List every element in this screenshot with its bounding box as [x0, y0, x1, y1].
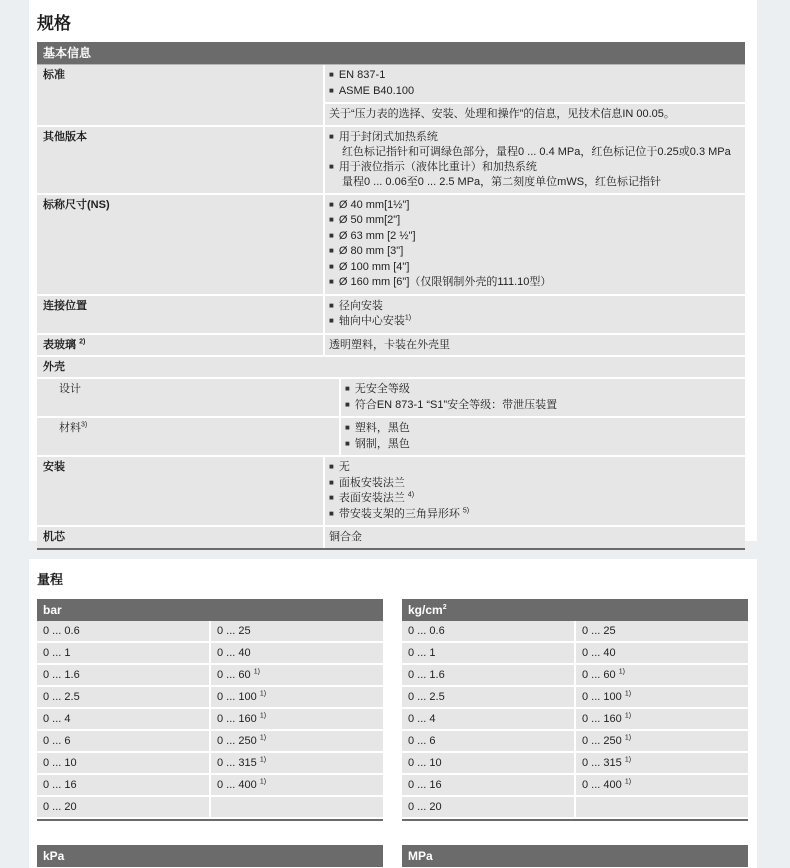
range-row [37, 621, 383, 643]
range-title: 量程 [37, 573, 64, 588]
size-item: ■ Ø 50 mm[2"] [329, 213, 739, 229]
range-table-bar [37, 599, 383, 821]
range-cell: 0 ... 315 $^{1)}$ [574, 753, 748, 773]
range-cell: 0 ... 1.6 [408, 669, 445, 681]
spec-row-nominal-size [37, 195, 745, 296]
design-value [339, 379, 745, 416]
range-cell: 0 ... 16 [43, 779, 77, 791]
range-row [37, 665, 383, 687]
range-cell: 0 ... 25 [209, 621, 383, 641]
material-item: ■ 塑料，黑色 [345, 421, 739, 437]
window-label: 表玻璃 $^{2)}$ [43, 337, 86, 351]
footnote-ref: 5) [462, 506, 470, 514]
range-table-header: kPa [37, 845, 383, 867]
range-cell: 0 ... 6 [408, 735, 436, 747]
range-cell [209, 797, 383, 817]
range-cell: 0 ... 4 [43, 713, 71, 725]
range-cell: 0 ... 100 $^{1)}$ [209, 687, 383, 707]
range-row [37, 797, 383, 819]
spec-row-other-versions [37, 127, 745, 195]
range-row [402, 621, 748, 643]
window-value: 透明塑料，卡装在外壳里 [323, 335, 745, 356]
footnote-ref: 1) [259, 756, 267, 764]
range-cell: 0 ... 100 $^{1)}$ [574, 687, 748, 707]
range-cell: 0 ... 0.6 [43, 625, 80, 637]
range-row [402, 797, 748, 819]
basic-info-header: 基本信息 [37, 42, 745, 65]
range-table-header: bar [37, 599, 383, 621]
range-cell: 0 ... 60 $^{1)}$ [574, 665, 748, 685]
range-table-mpa [402, 845, 748, 867]
range-panel [29, 559, 757, 868]
standard-item: ■ ASME B40.100 [329, 84, 739, 100]
standard-label: 标准 [43, 69, 65, 81]
footnote-ref: 1) [618, 668, 625, 676]
range-cell: 0 ... 2.5 [408, 691, 445, 703]
range-row [37, 643, 383, 665]
spec-table-bottom-rule [37, 548, 745, 550]
range-cell: 0 ... 2.5 [43, 691, 80, 703]
range-cell: 0 ... 250 $^{1)}$ [209, 731, 383, 751]
range-table-header: $kg/cm^2$ [402, 599, 748, 621]
footnote-ref: 1) [624, 734, 632, 742]
spec-row-material [37, 418, 745, 457]
range-cell: 0 ... 40 [209, 643, 383, 663]
spec-row-standard [37, 65, 745, 127]
footnote-ref: 1) [259, 690, 267, 698]
mounting-label: 安装 [43, 461, 65, 473]
range-row [402, 753, 748, 775]
range-row [37, 709, 383, 731]
footnote-ref: 4) [407, 491, 415, 499]
range-table-kgcm2 [402, 599, 748, 821]
range-cell: 0 ... 0.6 [408, 625, 445, 637]
range-row [402, 643, 748, 665]
spec-table [37, 42, 745, 550]
size-item: ■ Ø 160 mm [6"]（仅限钢制外壳的111.10型） [329, 275, 739, 291]
mounting-item: ■ 带安装支架的三角异形环 $^{5)}$ [329, 507, 739, 523]
range-row [37, 775, 383, 797]
range-cell: 0 ... 25 [574, 621, 748, 641]
range-cell: 0 ... 160 $^{1)}$ [209, 709, 383, 729]
mounting-item: ■ 表面安装法兰 $^{4)}$ [329, 491, 739, 507]
spec-row-window [37, 335, 745, 358]
standard-note: 关于“压力表的选择、安装、处理和操作”的信息，见技术信息IN 00.05。 [325, 102, 745, 122]
footnote-ref: 3) [81, 421, 88, 429]
range-cell: 0 ... 250 $^{1)}$ [574, 731, 748, 751]
nominal-size-label: 标称尺寸(NS) [43, 198, 110, 211]
footnote-ref: 1) [624, 712, 632, 720]
spec-row-case [37, 357, 745, 379]
range-cell: 0 ... 4 [408, 713, 436, 725]
range-cell: 0 ... 315 $^{1)}$ [209, 753, 383, 773]
spec-row-connection [37, 296, 745, 335]
range-cell: 0 ... 400 $^{1)}$ [209, 775, 383, 795]
standard-item: ■ EN 837-1 [329, 68, 739, 84]
range-cell: 0 ... 10 [43, 757, 77, 769]
range-table-bottom-rule [402, 819, 748, 821]
size-item: ■ Ø 100 mm [4"] [329, 260, 739, 276]
other-version-detail: 红色标记指针和可调绿色部分，量程0 ... 0.4 MPa，红色标记位于0.25或0.3 MPa [342, 146, 731, 158]
spec-row-design [37, 379, 745, 418]
range-cell: 0 ... 20 [408, 801, 442, 813]
range-row [402, 775, 748, 797]
range-row [37, 731, 383, 753]
design-item: ■ 无安全等级 [345, 382, 739, 398]
other-version-item: ■ 用于液位指示（液体比重计）和加热系统 [329, 160, 739, 176]
range-row [37, 753, 383, 775]
mounting-item: ■ 面板安装法兰 [329, 476, 739, 492]
spec-title: 规格 [37, 14, 71, 34]
design-label: 设计 [59, 383, 81, 395]
range-cell: 0 ... 6 [43, 735, 71, 747]
footnote-ref: 1) [253, 668, 260, 676]
size-item: ■ Ø 40 mm[1½"] [329, 198, 739, 214]
connection-value [323, 296, 745, 333]
range-cell [574, 797, 748, 817]
connection-label: 连接位置 [43, 299, 87, 312]
range-cell: 0 ... 60 $^{1)}$ [209, 665, 383, 685]
design-item: ■ 符合EN 873-1 “S1”安全等级：带泄压装置 [345, 398, 739, 414]
range-cell: 0 ... 1 [43, 647, 71, 659]
footnote-ref: 1) [404, 314, 412, 322]
mounting-value [323, 457, 745, 525]
range-cell: 0 ... 400 $^{1)}$ [574, 775, 748, 795]
spec-row-mounting [37, 457, 745, 527]
other-version-item: ■ 用于封闭式加热系统 [329, 130, 739, 146]
range-row [402, 709, 748, 731]
footnote-ref: 1) [624, 778, 632, 786]
material-item: ■ 钢制，黑色 [345, 437, 739, 453]
spec-panel [29, 0, 757, 541]
footnote-ref: 1) [259, 734, 267, 742]
other-versions-value [323, 127, 745, 193]
range-cell: 0 ... 1 [408, 647, 436, 659]
connection-item: ■ 径向安装 [329, 299, 739, 315]
movement-label: 机芯 [43, 531, 65, 543]
range-row [37, 687, 383, 709]
footnote-ref: 1) [624, 756, 632, 764]
range-table-bottom-rule [37, 819, 383, 821]
other-version-detail: 量程0 ... 0.06至0 ... 2.5 MPa，第二刻度单位mWS，红色标记指针 [342, 176, 662, 188]
footnote-ref: 1) [624, 690, 632, 698]
material-label: 材料$^{3)}$ [59, 421, 88, 434]
nominal-size-value [323, 195, 745, 294]
range-cell: 0 ... 40 [574, 643, 748, 663]
range-table-header: MPa [402, 845, 748, 867]
material-value [339, 418, 745, 455]
range-row [402, 665, 748, 687]
range-cell: 0 ... 10 [408, 757, 442, 769]
range-cell: 0 ... 160 $^{1)}$ [574, 709, 748, 729]
spec-row-movement [37, 527, 745, 548]
mounting-item: ■ 无 [329, 460, 739, 476]
range-table-kpa [37, 845, 383, 867]
range-cell: 0 ... 1.6 [43, 669, 80, 681]
movement-value: 铜合金 [323, 527, 745, 548]
range-cell: 0 ... 16 [408, 779, 442, 791]
footnote-ref: 1) [259, 778, 267, 786]
range-row [402, 731, 748, 753]
connection-item: ■ 轴向中心安装$^{1)}$ [329, 314, 739, 330]
standard-value [323, 65, 745, 125]
range-row [402, 687, 748, 709]
footnote-ref: 2) [79, 337, 86, 345]
size-item: ■ Ø 63 mm [2 ½"] [329, 229, 739, 245]
size-item: ■ Ø 80 mm [3"] [329, 244, 739, 260]
case-label: 外壳 [43, 361, 65, 373]
footnote-ref: 1) [259, 712, 267, 720]
other-versions-label: 其他版本 [43, 130, 87, 143]
range-cell: 0 ... 20 [43, 801, 77, 813]
